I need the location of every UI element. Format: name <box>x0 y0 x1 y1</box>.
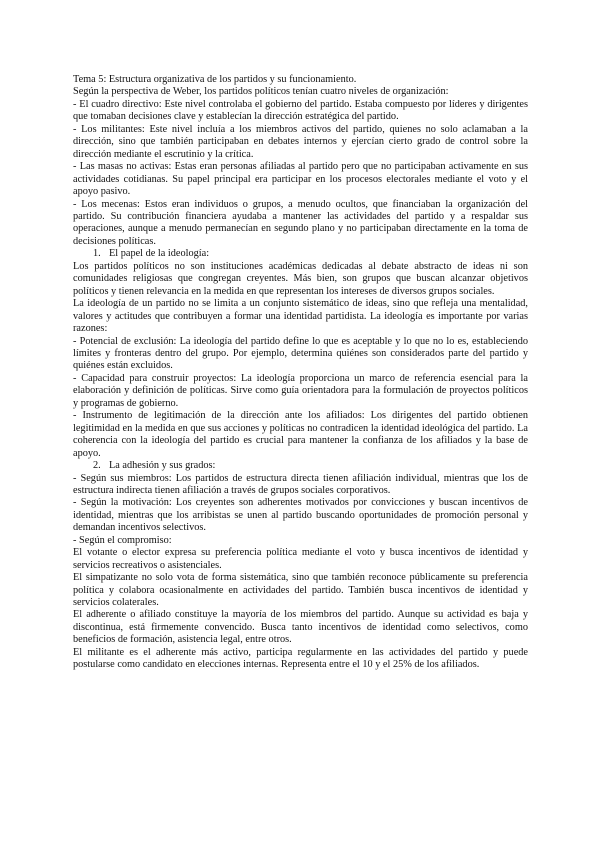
document-title: Tema 5: Estructura organizativa de los partidos y su funcionamiento. <box>73 74 357 85</box>
paragraph: El simpatizante no solo vota de forma sistemática, sino que también reconoce públicamente su preferencia política y colabora ocasionalmente en actividades del partido. También busca incentivos de identidad y servicios colaterales. <box>73 572 528 609</box>
section-number: 1. <box>93 248 101 260</box>
ideology-item: - Capacidad para construir proyectos: La ideología proporciona un marco de referencia esencial para la elaboración y definición de políticas. Sirve como guía orientadora para la formulación de proyectos políticos y programas de gobierno. <box>73 372 528 409</box>
ideology-item: - Instrumento de legitimación de la dirección ante los afiliados: Los dirigentes del partido obtienen legitimidad en la medida en que sus acciones y políticas no contradicen la identidad ideológica del partido. La coherencia con la ideología del partido es crucial para mantener la confianza de los afiliados y la base de apoyo. <box>73 410 528 459</box>
adhesion-item: - Según el compromiso: <box>73 534 172 546</box>
section-title: El papel de la ideología: <box>109 248 210 260</box>
level-item: - Las masas no activas: Estas eran personas afiliadas al partido pero que no participaban activamente en sus actividades cotidianas. Su papel principal era participar en los procesos electorales mediante el voto y el apoyo pasivo. <box>73 161 528 198</box>
section-number: 2. <box>93 460 101 472</box>
paragraph: La ideología de un partido no se limita a un conjunto sistemático de ideas, sino que refleja una mentalidad, valores y actitudes que contribuyen a formar una identidad partidista. La ideología es importante por varias razones: <box>73 298 528 335</box>
level-item: - Los militantes: Este nivel incluía a los miembros activos del partido, quienes no solo aclamaban a la dirección, sino que también participaban en debates internos y ejercían cierto grado de control sobre la dirección mediante el escrutinio y la crítica. <box>73 123 528 160</box>
level-item: - Los mecenas: Estos eran individuos o grupos, a menudo ocultos, que financiaban la organización del partido. Su contribución financiera ayudaba a mantener las actividades del partido y a respaldar sus operaciones, aunque a menudo permanecían en segundo plano y no participaban directamente en la toma de decisiones políticas. <box>73 198 528 247</box>
adhesion-item: - Según la motivación: Los creyentes son adherentes motivados por convicciones y buscan incentivos de identidad, mientras que los arribistas se unen al partido buscando oportunidades de promoción personal y demandan incentivos selectivos. <box>73 497 528 534</box>
intro-paragraph: Según la perspectiva de Weber, los partidos políticos tenían cuatro niveles de organización: <box>73 86 449 98</box>
paragraph: El militante es el adherente más activo, participa regularmente en las actividades del partido y puede postularse como candidato en elecciones internas. Representa entre el 10 y el 25% de los afiliados. <box>73 646 528 671</box>
paragraph: El votante o elector expresa su preferencia política mediante el voto y busca incentivos de identidad y servicios recreativos o asistenciales. <box>73 547 528 571</box>
section-heading-adhesion <box>73 460 528 472</box>
level-item: - El cuadro directivo: Este nivel controlaba el gobierno del partido. Estaba compuesto por líderes y dirigentes que tomaban decisiones clave y establecían la dirección estratégica del partido. <box>73 98 528 123</box>
adhesion-item: - Según sus miembros: Los partidos de estructura directa tienen afiliación individual, mientras que los de estructura indirecta tienen afiliación a través de grupos sociales corporativos. <box>73 472 528 496</box>
paragraph: El adherente o afiliado constituye la mayoría de los miembros del partido. Aunque su actividad es baja y discontinua, está firmemente convencido. Busca tanto incentivos de identidad como selectivos, como beneficios de formación, asistencia legal, entre otros. <box>73 609 528 646</box>
section-heading-ideology <box>73 248 528 260</box>
section-title: La adhesión y sus grados: <box>109 460 216 472</box>
ideology-item: - Potencial de exclusión: La ideología del partido define lo que es aceptable y lo que no lo es, estableciendo límites y fronteras dentro del grupo. Por ejemplo, determina quiénes son considerados parte del partido y quiénes están excluidos. <box>73 335 528 372</box>
document-page <box>73 74 528 672</box>
paragraph: Los partidos políticos no son instituciones académicas dedicadas al debate abstracto de ideas ni son comunidades religiosas que congregan creyentes. Más bien, son grupos que buscan alcanzar objetivos políticos y tienen relevancia en la medida en que representan los intereses de diversos grupos sociales. <box>73 260 528 297</box>
